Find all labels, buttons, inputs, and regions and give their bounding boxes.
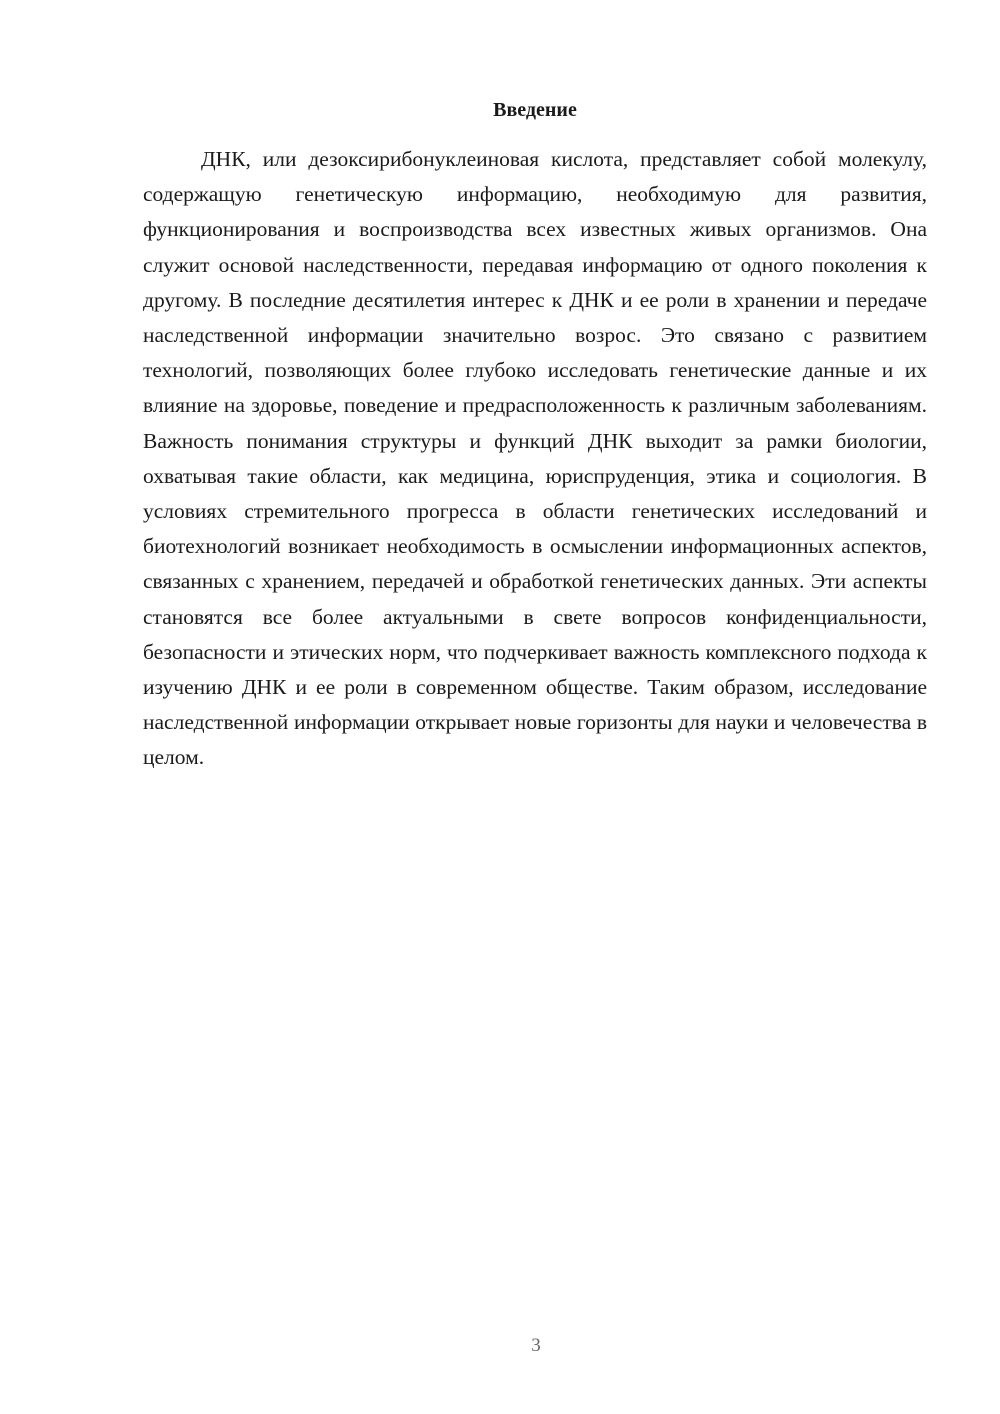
section-heading: Введение xyxy=(493,99,577,121)
introduction-paragraph: ДНК, или дезоксирибонуклеиновая кислота, представляет собой молекулу, содержащую генетическую информацию, необходимую для развития, функционирования и воспроизводства всех известных живых организмов. Она служит основой наследственности, передавая информацию от одного поколения к другому. В последние десятилетия интерес к ДНК и ее роли в хранении и передаче наследственной информации значительно возрос. Это связано с развитием технологий, позволяющих более глубоко исследовать генетические данные и их влияние на здоровье, поведение и предрасположенность к различным заболеваниям. Важность понимания структуры и функций ДНК выходит за рамки биологии, охватывая такие области, как медицина, юриспруденция, этика и социология. В условиях стремительного прогресса в области генетических исследований и биотехнологий возникает необходимость в осмыслении информационных аспектов, связанных с хранением, передачей и обработкой генетических данных. Эти аспекты становятся все более актуальными в свете вопросов конфиденциальности, безопасности и этических норм, что подчеркивает важность комплексного подхода к изучению ДНК и ее роли в современном обществе. Таким образом, исследование наследственной информации открывает новые горизонты для науки и человечества в целом. xyxy=(143,147,927,770)
page-number: 3 xyxy=(531,1335,541,1356)
